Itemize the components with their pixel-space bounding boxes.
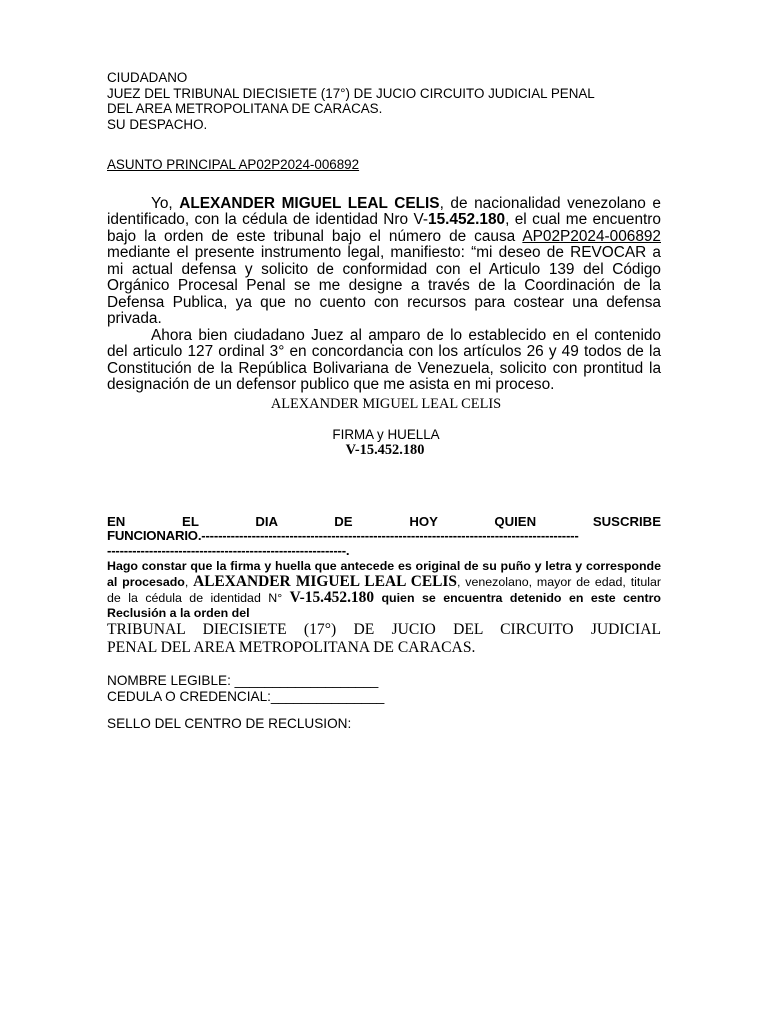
text-run: Yo,: [151, 194, 180, 212]
petitioner-cedula: 15.452.180: [428, 211, 506, 228]
text-run: mediante el presente instrumento legal, manifiesto: “mi deseo de REVOCAR a mi actual defensa y solicito de conformidad con el Articulo 139 del Código Orgánico Procesal Penal se me designe a través de la Coordinación de la Defensa Publica, ya que no cuento con recursos para costear una defensa privada.: [107, 244, 661, 327]
text-run: venezolano, mayor de edad, titular de la cédula de identidad N°: [107, 575, 661, 605]
document-page: [107, 70, 661, 731]
certification-line-2: FUNCIONARIO.------------------------------------------------------------------------------------------: [107, 529, 579, 543]
certification-line-1: EN EL DIA DE HOY QUIEN SUSCRIBE: [107, 513, 661, 529]
legible-name-field: NOMBRE LEGIBLE: ___________________: [107, 673, 379, 688]
official-fields: [107, 673, 661, 704]
header-line: DEL AREA METROPOLITANA DE CARACAS.: [107, 101, 383, 116]
signature-cedula: V-15.452.180: [345, 441, 425, 458]
certified-name: ALEXANDER MIGUEL LEAL CELIS: [193, 573, 457, 590]
text-run: ,: [456, 575, 461, 589]
text-run: ,: [184, 575, 194, 589]
addressee-header: [107, 70, 661, 132]
certification-line-3: ---------------------------------------------------------.: [107, 543, 350, 558]
paragraph-1: [107, 196, 661, 328]
signature-name: ALEXANDER MIGUEL LEAL CELIS: [270, 395, 502, 412]
text-run: Hago constar que la firma y huella que antecede es original de su puño y letra y corresponde al procesado: [107, 559, 661, 589]
header-line: CIUDADANO: [107, 70, 188, 85]
text-run: quien se encuentra detenido en este centro Reclusión a la orden del: [107, 591, 661, 620]
text-run: , de nacionalidad venezolano e identificado, con la cédula de identidad Nro V-: [107, 194, 661, 228]
certified-cedula: V-15.452.180: [289, 589, 375, 606]
credential-field: CEDULA O CREDENCIAL:_______________: [107, 688, 385, 704]
petitioner-name: ALEXANDER MIGUEL LEAL CELIS: [179, 194, 440, 212]
text-run: , el cual me encuentro bajo la orden de este tribunal bajo el número de causa: [107, 211, 661, 245]
letter-body: [107, 196, 661, 394]
paragraph-2: Ahora bien ciudadano Juez al amparo de lo establecido en el contenido del articulo 127 ordinal 3° en concordancia con los artículos 26 y 49 todos de la Constitución de la República Bolivariana de Venezuela, solicito con prontitud la designación de un defensor publico que me asista en mi proceso.: [107, 326, 661, 393]
header-line: JUEZ DEL TRIBUNAL DIECISIETE (17°) DE JUCIO CIRCUITO JUDICIAL PENAL: [107, 85, 595, 101]
case-number: AP02P2024-006892: [522, 227, 661, 245]
seal-field: SELLO DEL CENTRO DE RECLUSION:: [107, 716, 352, 731]
header-line: SU DESPACHO.: [107, 116, 208, 132]
certification-section: [107, 515, 661, 657]
certification-text: [107, 559, 661, 621]
tribunal-line-1: TRIBUNAL DIECISIETE (17°) DE JUCIO DEL CIRCUITO JUDICIAL: [107, 621, 661, 638]
case-subject: ASUNTO PRINCIPAL AP02P2024-006892: [107, 157, 360, 172]
tribunal-line-2: PENAL DEL AREA METROPOLITANA DE CARACAS.: [107, 638, 476, 656]
signature-label: FIRMA y HUELLA: [332, 426, 440, 442]
